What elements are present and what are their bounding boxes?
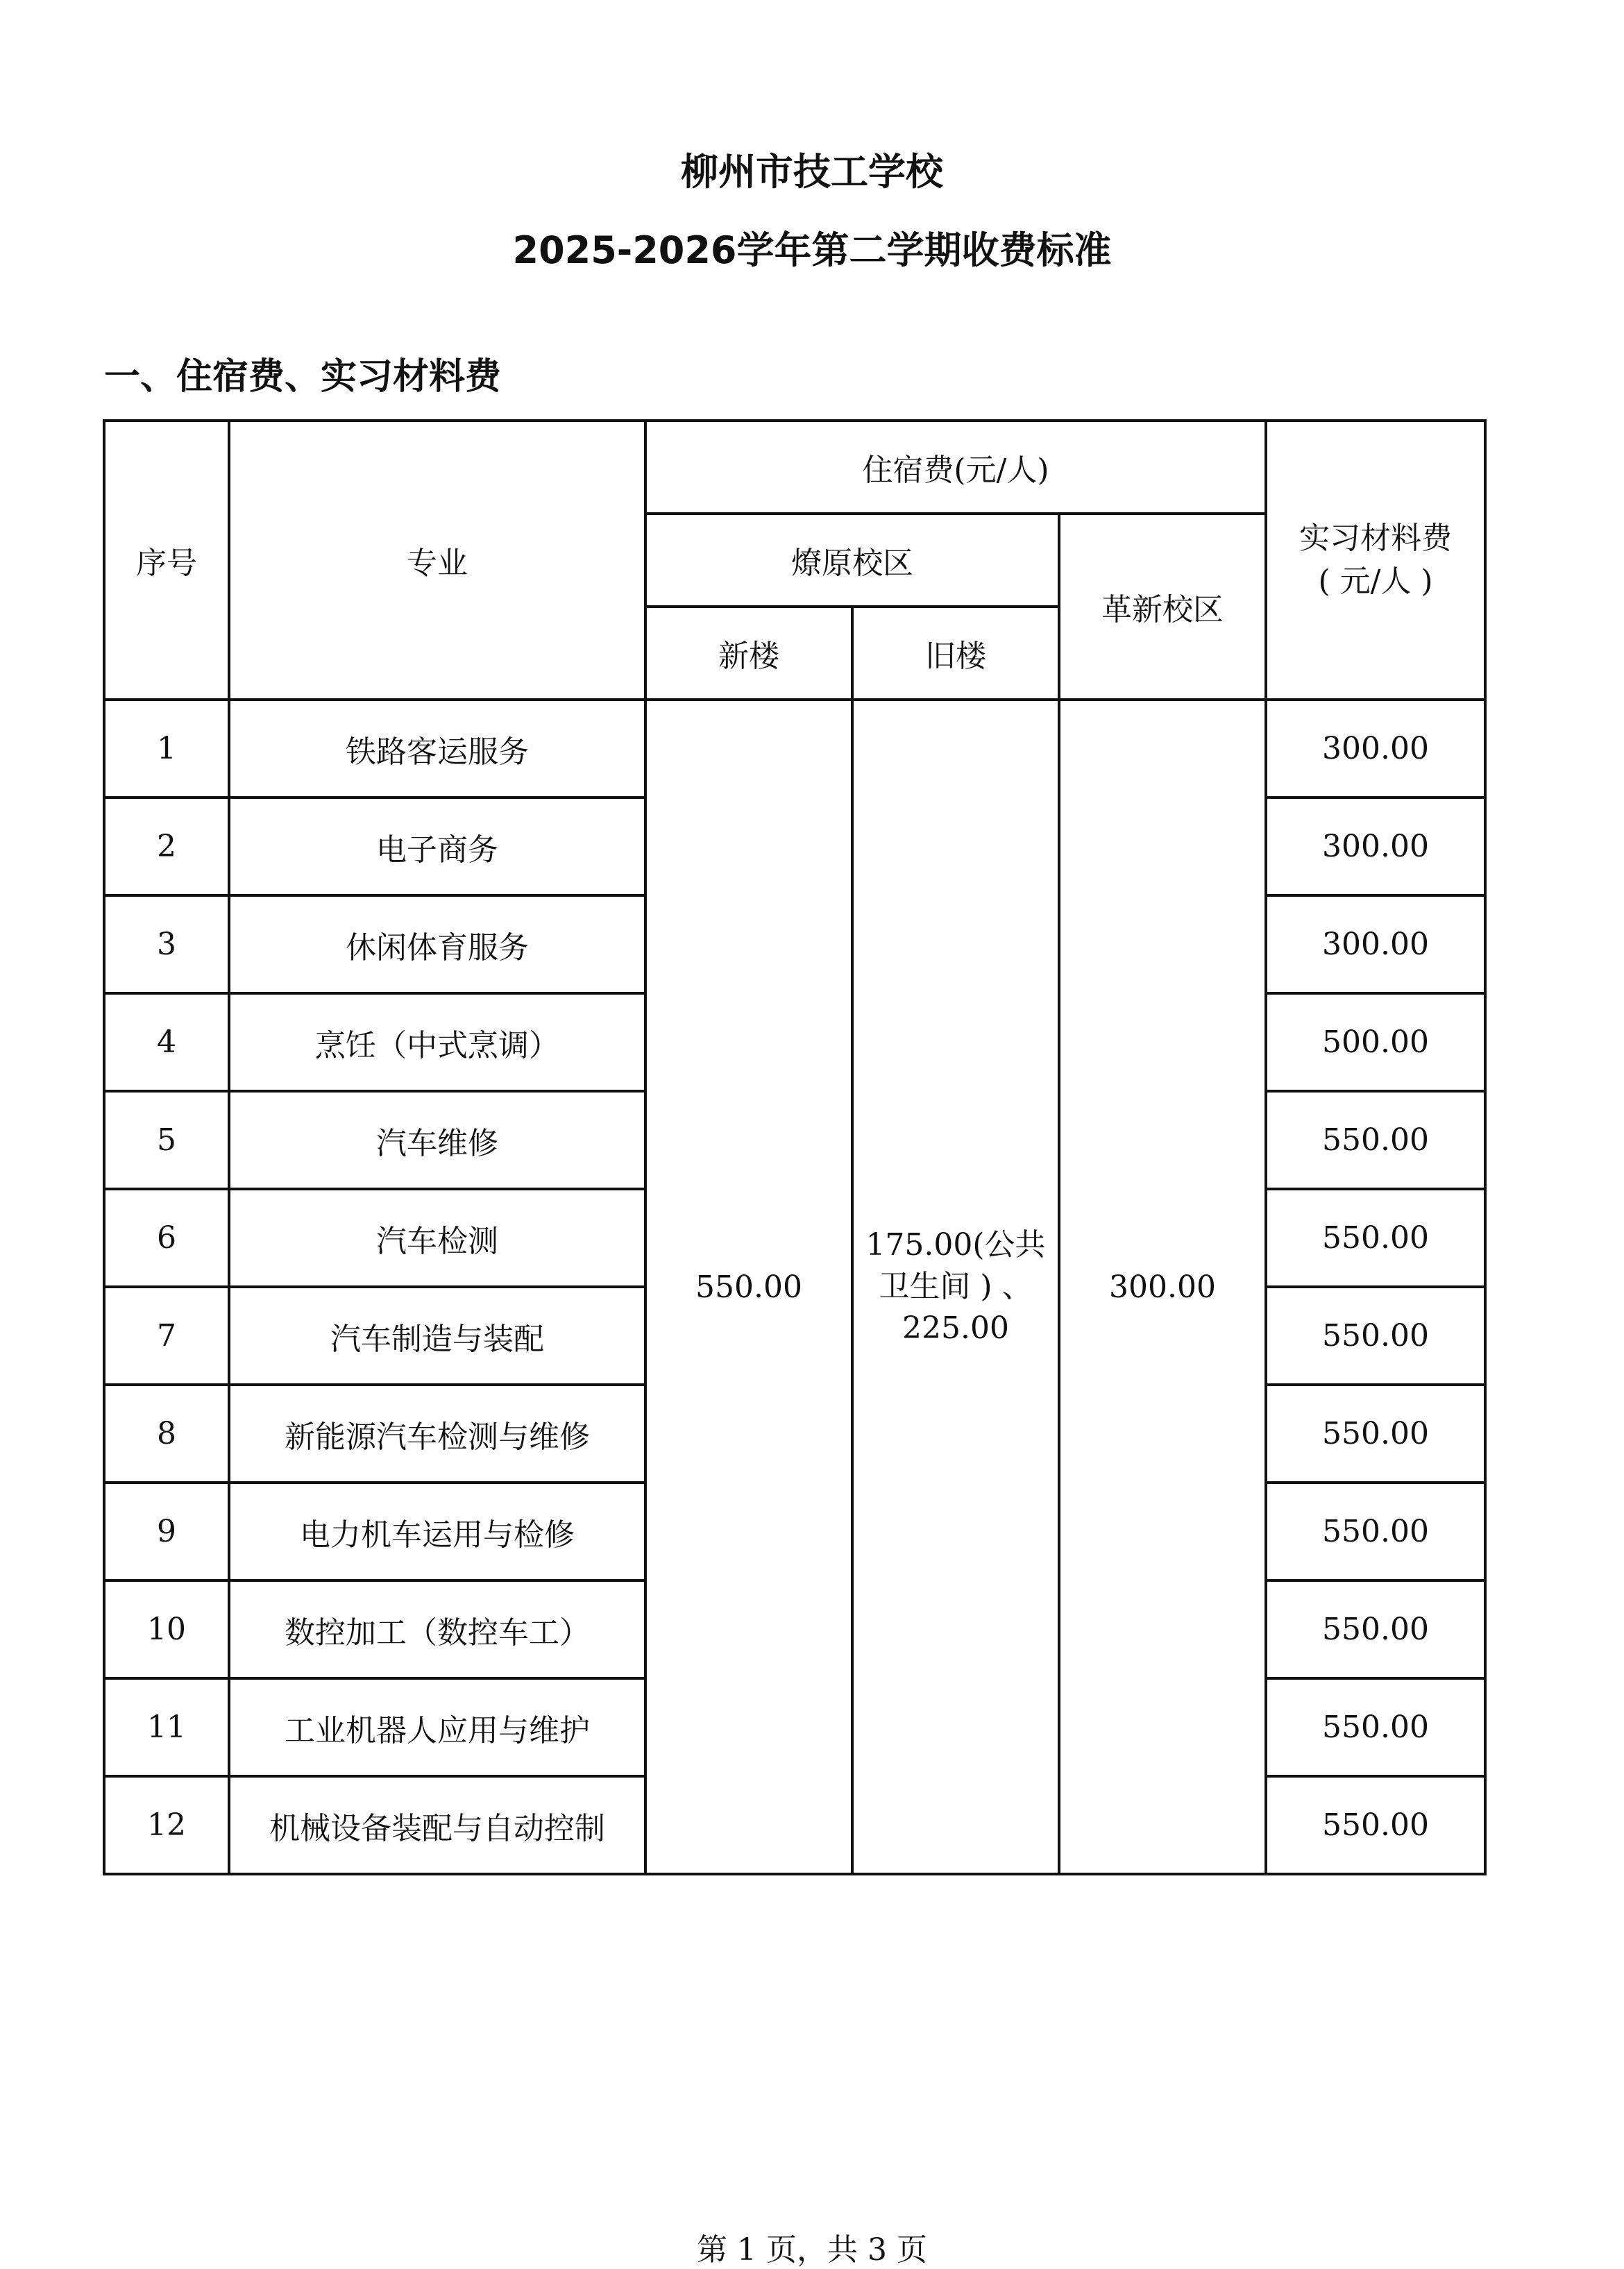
row-material-fee: 300.00: [1266, 700, 1485, 798]
row-material-fee: 550.00: [1266, 1091, 1485, 1189]
header-campus-b: 革新校区: [1059, 514, 1266, 700]
header-campus-a: 燎原校区: [645, 514, 1059, 607]
header-major: 专业: [229, 421, 645, 700]
row-index: 3: [104, 895, 229, 993]
document-title: 柳州市技工学校: [681, 150, 943, 194]
row-material-fee: 550.00: [1266, 1483, 1485, 1580]
header-new-building: 新楼: [645, 607, 852, 700]
row-material-fee: 300.00: [1266, 798, 1485, 895]
row-index: 7: [104, 1287, 229, 1385]
old-building-fee-line1: 175.00(公共: [865, 1227, 1046, 1263]
row-index: 11: [104, 1678, 229, 1776]
row-index: 9: [104, 1483, 229, 1580]
row-major: 电力机车运用与检修: [229, 1483, 645, 1580]
header-material-fee-line1: 实习材料费: [1299, 521, 1453, 556]
row-major: 汽车维修: [229, 1091, 645, 1189]
campus-b-fee: 300.00: [1059, 700, 1266, 1874]
old-building-fee: [852, 700, 1059, 1874]
row-major: 电子商务: [229, 798, 645, 895]
row-material-fee: 550.00: [1266, 1189, 1485, 1287]
row-material-fee: 300.00: [1266, 895, 1485, 993]
row-major: 休闲体育服务: [229, 895, 645, 993]
page-footer: 第 1 页，共 3 页: [697, 2232, 927, 2268]
row-index: 8: [104, 1385, 229, 1483]
row-index: 5: [104, 1091, 229, 1189]
document-subtitle: 2025-2026学年第二学期收费标准: [512, 228, 1112, 272]
header-dorm-fee: 住宿费(元/人): [645, 421, 1266, 514]
row-index: 4: [104, 993, 229, 1091]
row-index: 6: [104, 1189, 229, 1287]
new-building-fee: 550.00: [645, 700, 852, 1874]
row-material-fee: 550.00: [1266, 1287, 1485, 1385]
row-index: 12: [104, 1776, 229, 1874]
section-heading: 一、住宿费、实习材料费: [104, 356, 502, 398]
row-major: 数控加工（数控车工）: [229, 1580, 645, 1678]
row-material-fee: 550.00: [1266, 1385, 1485, 1483]
row-index: 10: [104, 1580, 229, 1678]
old-building-fee-line3: 225.00: [902, 1310, 1009, 1346]
header-index: 序号: [104, 421, 229, 700]
row-index: 2: [104, 798, 229, 895]
row-major: 新能源汽车检测与维修: [229, 1385, 645, 1483]
header-material-fee-line2: ( 元/人 ): [1318, 564, 1433, 599]
row-major: 铁路客运服务: [229, 700, 645, 798]
row-material-fee: 500.00: [1266, 993, 1485, 1091]
row-major: 汽车制造与装配: [229, 1287, 645, 1385]
header-old-building: 旧楼: [852, 607, 1059, 700]
row-material-fee: 550.00: [1266, 1678, 1485, 1776]
row-major: 机械设备装配与自动控制: [229, 1776, 645, 1874]
table-row: [104, 700, 1485, 798]
row-major: 烹饪（中式烹调）: [229, 993, 645, 1091]
header-material-fee: [1266, 421, 1485, 700]
row-major: 汽车检测: [229, 1189, 645, 1287]
row-major: 工业机器人应用与维护: [229, 1678, 645, 1776]
fee-table: [103, 419, 1487, 1875]
row-material-fee: 550.00: [1266, 1776, 1485, 1874]
row-index: 1: [104, 700, 229, 798]
old-building-fee-line2: 卫生间 ) 、: [879, 1269, 1033, 1304]
row-material-fee: 550.00: [1266, 1580, 1485, 1678]
